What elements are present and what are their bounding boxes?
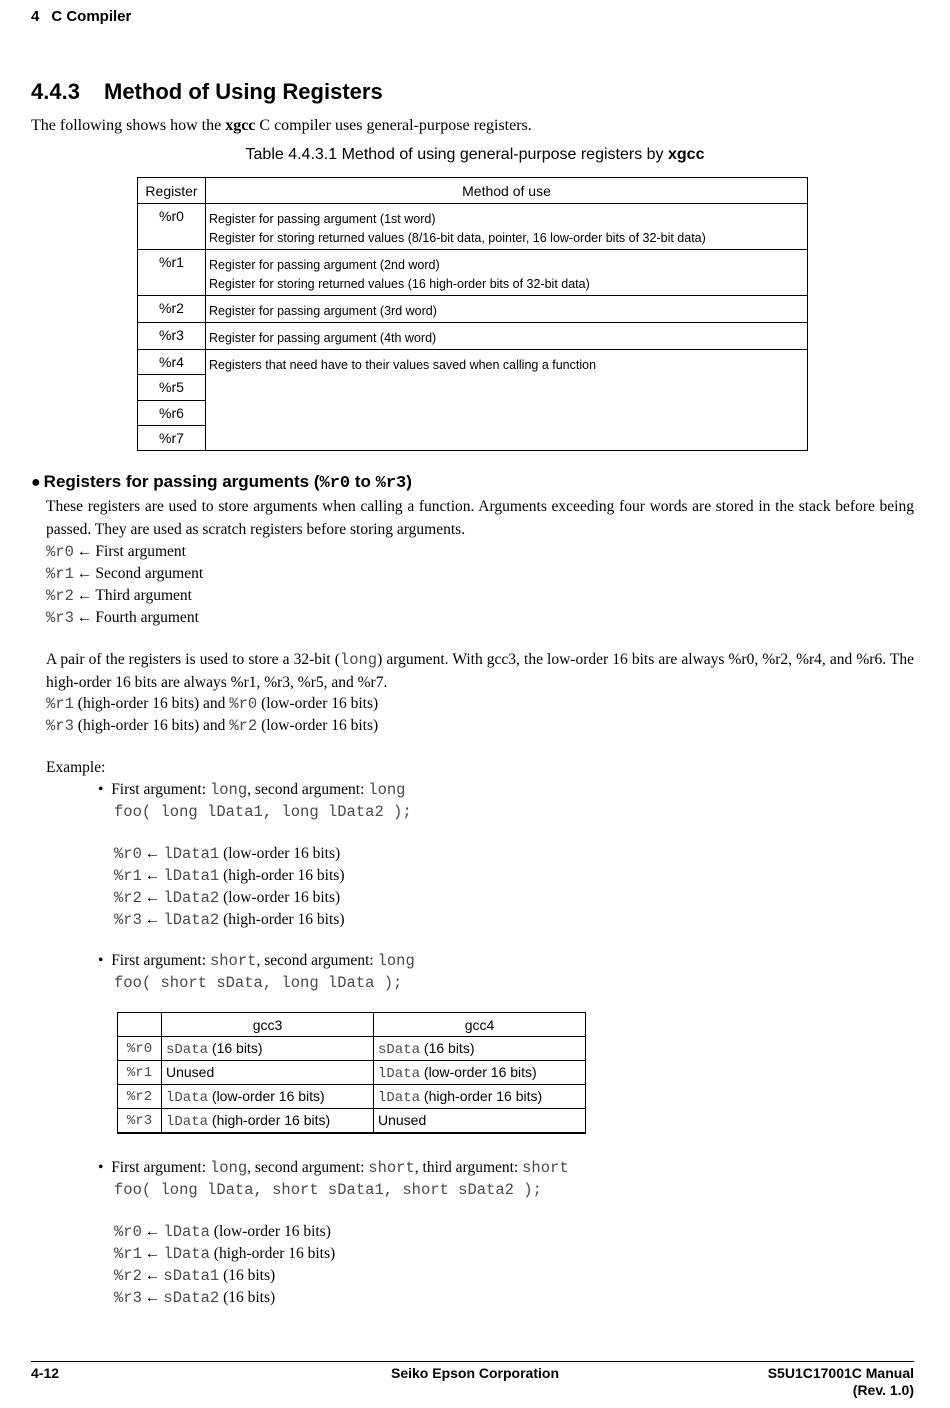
intro-after: C compiler uses general-purpose registers. [255,117,532,134]
assignment-text: First argument [95,543,186,560]
method-line: Register for passing argument (2nd word) [209,258,440,272]
register-cell: %r3 [138,323,206,350]
example1-row [114,843,340,866]
args-heading [31,472,412,493]
desc: (low-order 16 bits) [208,1087,325,1104]
heading-start: Registers for passing arguments ( [43,472,320,491]
example1-bullet [98,779,405,802]
assignment-line [46,563,203,586]
var-name: lData [163,1245,210,1263]
method-line: Register for passing argument (1st word) [209,212,436,226]
register-cell: %r2 [138,296,206,323]
example3-bullet [98,1157,569,1180]
example2-bullet [98,950,415,973]
desc: (low-order 16 bits) [209,1223,331,1240]
intro-text [31,117,532,135]
gcc3-cell [162,1109,374,1134]
var-name: lData1 [163,845,220,863]
footer-divider [31,1361,914,1362]
intro-bold: xgcc [225,117,256,134]
caption-bold: xgcc [668,146,705,163]
register-cell: %r4 [138,350,206,375]
empty-header-cell [118,1013,162,1037]
table-header-row [138,178,808,204]
chapter-number: 4 [31,8,40,25]
arrow-icon: ← [144,1223,161,1240]
arrow-icon: ← [144,889,161,906]
reg-name: %r0 [46,543,74,561]
desc: (low-order 16 bits) [219,889,341,906]
register-cell: %r0 [138,204,206,250]
gcc4-cell [374,1037,586,1061]
table-caption [0,146,950,164]
table-row [118,1061,586,1085]
heading-r3: %r3 [375,474,407,493]
desc: (high-order 16 bits) [208,1111,331,1128]
register-cell: %r0 [118,1037,162,1061]
assignment-text: Third argument [95,587,192,604]
desc: (high-order 16 bits) [219,867,345,884]
bullet-icon: • [98,781,104,798]
reg-name: %r3 [46,717,74,735]
heading-r0: %r0 [319,474,351,493]
reg-name: %r1 [46,695,74,713]
footer-company: Seiko Epson Corporation [390,1365,559,1381]
var-name: lData [163,1223,210,1241]
reg-name: %r2 [114,889,142,907]
gcc3-cell [162,1085,374,1109]
section-number: 4.4.3 [31,79,80,104]
type: short [209,952,257,970]
heading-end: ) [406,472,412,491]
method-line: Register for storing returned values (16 high-order bits of 32-bit data) [209,277,590,291]
var-name: sData [378,1041,421,1058]
reg-name: %r1 [46,565,74,583]
gcc3-cell [162,1061,374,1085]
var-name: lData [166,1089,209,1106]
reg-name: %r0 [229,695,258,713]
example3-row [114,1287,275,1310]
register-cell: %r1 [118,1061,162,1085]
table-row [118,1085,586,1109]
col-register-header: Register [138,178,206,204]
arrow-icon: ← [144,1267,161,1284]
pair-line [46,715,378,738]
para2-code: long [339,651,378,669]
gcc4-cell [374,1061,586,1085]
running-header [31,8,131,25]
table-row [138,296,808,323]
label: , second argument: [256,952,378,969]
label: First argument: [111,952,210,969]
reg-name: %r0 [114,845,142,863]
var-name: lData1 [163,867,220,885]
desc: (low-order 16 bits) [219,845,341,862]
assignment-text: Second argument [95,565,204,582]
section-title: Method of Using Registers [104,79,383,104]
para2-b: ) argument. With gcc3, the low-order 16 bits are always %r0, %r2, %r4, and %r6. The high-order 16 bits are always %r1, %r3, %r5, and %r7. [46,651,915,691]
reg-name: %r2 [114,1267,142,1285]
arrow-icon: ← [76,565,93,582]
arrow-icon: ← [144,911,161,928]
method-cell: Register for passing argument (4th word) [206,323,808,350]
pair-text: (low-order 16 bits) [257,695,379,712]
gcc4-cell [374,1109,586,1134]
bullet-icon: ● [31,474,41,491]
reg-name: %r1 [114,867,142,885]
method-cell [206,204,808,250]
type: long [377,952,415,970]
table-row [138,350,808,375]
example1-row [114,865,344,888]
footer-manual [768,1365,914,1399]
section-heading [31,79,383,105]
reg-name: %r3 [114,1289,142,1307]
var-name: lData2 [163,889,220,907]
var-name: sData1 [163,1267,220,1285]
arrow-icon: ← [76,609,93,626]
caption-text: Table 4.4.3.1 Method of using general-purpose registers by [245,146,668,163]
register-cell: %r6 [138,400,206,425]
label: First argument: [111,1159,210,1176]
label: , third argument: [414,1159,523,1176]
col-gcc3-header: gcc3 [162,1013,374,1037]
assignment-text: Fourth argument [95,609,199,626]
register-cell: %r1 [138,250,206,296]
method-cell: Register for passing argument (3rd word) [206,296,808,323]
assignment-line [46,541,186,564]
reg-name: %r3 [46,609,74,627]
arrow-icon: ← [144,1289,161,1306]
pair-text: (high-order 16 bits) and [73,717,230,734]
manual-revision: (Rev. 1.0) [852,1382,914,1398]
gcc3-cell [162,1037,374,1061]
example-label: Example: [46,759,106,776]
reg-name: %r2 [229,717,258,735]
pair-line [46,693,378,716]
long-pair-paragraph [46,649,914,694]
register-cell: %r2 [118,1085,162,1109]
example3-row [114,1265,275,1288]
pair-text: (high-order 16 bits) and [73,695,230,712]
example3-row [114,1221,331,1244]
label: , second argument: [247,1159,369,1176]
register-cell: %r7 [138,425,206,450]
example1-code: foo( long lData1, long lData2 ); [114,803,412,821]
desc: (16 bits) [219,1289,276,1306]
table-header-row [118,1013,586,1037]
reg-name: %r2 [46,587,74,605]
arrow-icon: ← [144,1245,161,1262]
table-row [118,1109,586,1134]
reg-name: %r0 [114,1223,142,1241]
gcc-compare-table [117,1012,586,1134]
var-name: lData [378,1089,421,1106]
desc: (high-order 16 bits) [219,911,345,928]
register-cell: %r5 [138,375,206,400]
args-paragraph: These registers are used to store arguments when calling a function. Arguments exceeding four words are stored in the stack before being passed. They are used as scratch registers before storing arguments. [46,498,914,538]
label: First argument: [111,781,210,798]
page-number: 4-12 [31,1365,60,1381]
desc: (high-order 16 bits) [420,1087,543,1104]
method-line: Register for storing returned values (8/16-bit data, pointer, 16 low-order bits of 32-bit data) [209,231,706,245]
example3-row [114,1243,335,1266]
pair-text: (low-order 16 bits) [257,717,379,734]
arrow-icon: ← [144,845,161,862]
method-cell [206,250,808,296]
var-name: sData2 [163,1289,220,1307]
assignment-line [46,607,199,630]
arrow-icon: ← [76,543,93,560]
reg-name: %r3 [114,911,142,929]
para2-a: A pair of the registers is used to store a 32-bit ( [46,651,340,668]
var-name: lData2 [163,911,220,929]
type: long [368,781,406,799]
label: , second argument: [247,781,369,798]
intro-before: The following shows how the [31,117,226,134]
table-row [118,1037,586,1061]
desc: (low-order 16 bits) [420,1063,537,1080]
register-usage-table [137,177,808,451]
type: short [522,1159,569,1177]
assignment-line [46,585,192,608]
type: long [209,781,248,799]
type: short [368,1159,415,1177]
arrow-icon: ← [76,587,93,604]
desc: Unused [378,1111,427,1128]
type: long [209,1159,248,1177]
arrow-icon: ← [144,867,161,884]
chapter-title: C Compiler [51,8,132,25]
bullet-icon: • [98,1159,104,1176]
reg-name: %r1 [114,1245,142,1263]
col-method-header: Method of use [206,178,808,204]
example1-row [114,909,344,932]
method-cell: Registers that need have to their values saved when calling a function [206,350,808,451]
table-row [138,323,808,350]
example1-row [114,887,340,910]
register-cell: %r3 [118,1109,162,1134]
col-gcc4-header: gcc4 [374,1013,586,1037]
bullet-icon: • [98,952,104,969]
desc: (16 bits) [420,1039,475,1056]
var-name: lData [378,1065,421,1082]
manual-name: S5U1C17001C Manual [767,1365,914,1381]
heading-to: to [350,472,376,491]
desc: (16 bits) [208,1039,263,1056]
example3-code: foo( long lData, short sData1, short sData2 ); [114,1181,542,1199]
table-row [138,204,808,250]
desc: (high-order 16 bits) [209,1245,336,1262]
example2-code: foo( short sData, long lData ); [114,974,403,992]
desc: Unused [166,1063,215,1080]
var-name: sData [166,1041,209,1058]
var-name: lData [166,1113,209,1130]
desc: (16 bits) [219,1267,276,1284]
gcc4-cell [374,1085,586,1109]
table-row [138,250,808,296]
